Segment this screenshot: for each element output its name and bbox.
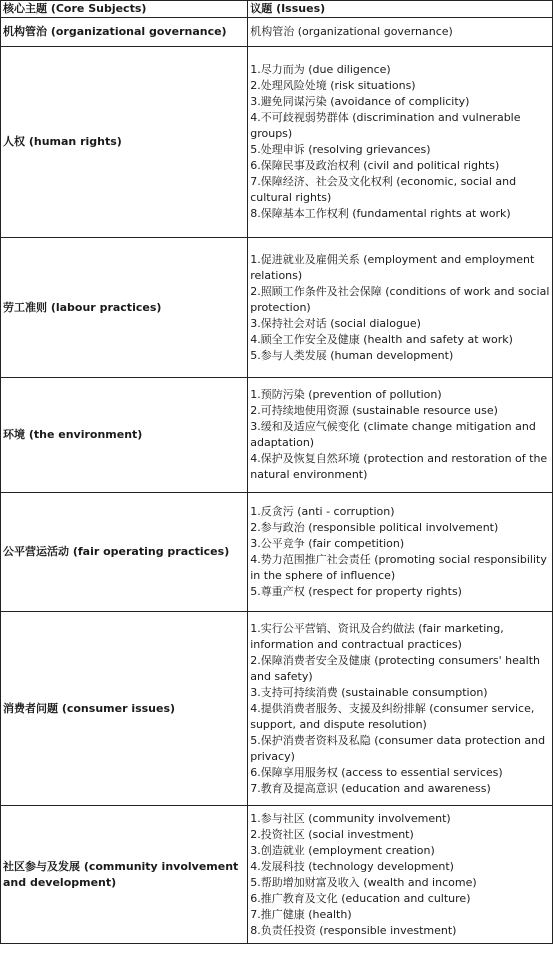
issues-cell: 机构管治 (organizational governance): [248, 18, 553, 47]
table-row: [1, 238, 553, 378]
issue-item: 6.保障享用服务权 (access to essential services): [250, 765, 503, 779]
issues-cell: [248, 378, 553, 493]
subject-cell: 消费者问题 (consumer issues): [1, 612, 248, 806]
issue-item: 2.照顾工作条件及社会保障 (conditions of work and social protection): [250, 284, 550, 314]
issue-item: 7.教育及提高意识 (education and awareness): [250, 781, 491, 795]
issue-item: 4.发展科技 (technology development): [250, 859, 454, 873]
issue-item: 5.帮助增加财富及收入 (wealth and income): [250, 875, 477, 889]
table-row: [1, 47, 553, 238]
subject-cell: 公平营运活动 (fair operating practices): [1, 493, 248, 612]
issue-item: 4.保护及恢复自然环境 (protection and restoration of the natural environment): [250, 452, 548, 481]
issue-item: 5.保护消费者资料及私隐 (consumer data protection and privacy): [250, 733, 546, 763]
issue-item: 1.实行公平营销、资讯及合约做法 (fair marketing, information and contractual practices): [250, 621, 504, 651]
issue-item: 1.参与社区 (community involvement): [250, 811, 451, 825]
issue-item: 3.公平竞争 (fair competition): [250, 537, 405, 550]
table-row: [1, 18, 553, 47]
issue-item: 6.推广教育及文化 (education and culture): [250, 891, 471, 905]
issue-item: 4.顾全工作安全及健康 (health and safety at work): [250, 332, 513, 346]
issues-cell: [248, 47, 553, 238]
table-row: [1, 378, 553, 493]
issue-item: 8.负责任投资 (responsible investment): [250, 923, 457, 937]
issue-item: 3.避免同谋污染 (avoidance of complicity): [250, 95, 470, 108]
subject-cell: 社区参与及发展 (community involvement and development): [1, 806, 248, 944]
issue-item: 7.保障经济、社会及文化权利 (economic, social and cultural rights): [250, 175, 517, 204]
issue-item: 4.不可歧视弱势群体 (discrimination and vulnerable groups): [250, 111, 521, 140]
issue-item: 6.保障民事及政治权利 (civil and political rights): [250, 159, 500, 172]
issues-cell: [248, 493, 553, 612]
subject-cell: 劳工准则 (labour practices): [1, 238, 248, 378]
subject-cell: 环境 (the environment): [1, 378, 248, 493]
issue-item: 2.保障消费者安全及健康 (protecting consumers' health and safety): [250, 653, 540, 683]
issue-item: 3.缓和及适应气候变化 (climate change mitigation and adaptation): [250, 420, 536, 449]
issue-item: 4.势力范围推广社会责任 (promoting social responsibility in the sphere of influence): [250, 553, 547, 582]
issue-item: 5.尊重产权 (respect for property rights): [250, 585, 462, 598]
header-core-subjects: 核心主题 (Core Subjects): [1, 1, 248, 18]
issue-item: 1.促进就业及雇佣关系 (employment and employment relations): [250, 252, 535, 282]
issue-item: 7.推广健康 (health): [250, 907, 352, 921]
table-row: [1, 612, 553, 806]
issue-item: 5.处理申诉 (resolving grievances): [250, 143, 431, 156]
issues-cell: [248, 806, 553, 944]
issue-item: 3.支持可持续消费 (sustainable consumption): [250, 685, 488, 699]
issues-cell: [248, 238, 553, 378]
header-issues: 议题 (Issues): [248, 1, 553, 18]
subject-cell: 人权 (human rights): [1, 47, 248, 238]
issues-cell: [248, 612, 553, 806]
issue-item: 8.保障基本工作权利 (fundamental rights at work): [250, 207, 511, 220]
issue-item: 3.创造就业 (employment creation): [250, 843, 435, 857]
issue-item: 1.反贪污 (anti - corruption): [250, 505, 395, 518]
issue-item: 5.参与人类发展 (human development): [250, 348, 454, 362]
issue-item: 3.保持社会对话 (social dialogue): [250, 316, 421, 330]
issue-item: 2.可持续地使用资源 (sustainable resource use): [250, 404, 498, 417]
table-row: [1, 806, 553, 944]
issue-item: 1.预防污染 (prevention of pollution): [250, 388, 442, 401]
table-header-row: [1, 1, 553, 18]
subject-cell: 机构管治 (organizational governance): [1, 18, 248, 47]
issue-item: 1.尽力而为 (due diligence): [250, 63, 391, 76]
table-row: [1, 493, 553, 612]
issue-item: 2.参与政治 (responsible political involvement): [250, 521, 499, 534]
issue-item: 2.处理风险处境 (risk situations): [250, 79, 416, 92]
issue-item: 4.提供消费者服务、支援及纠纷排解 (consumer service, support, and dispute resolution): [250, 701, 535, 731]
issue-item: 2.投资社区 (social investment): [250, 827, 414, 841]
